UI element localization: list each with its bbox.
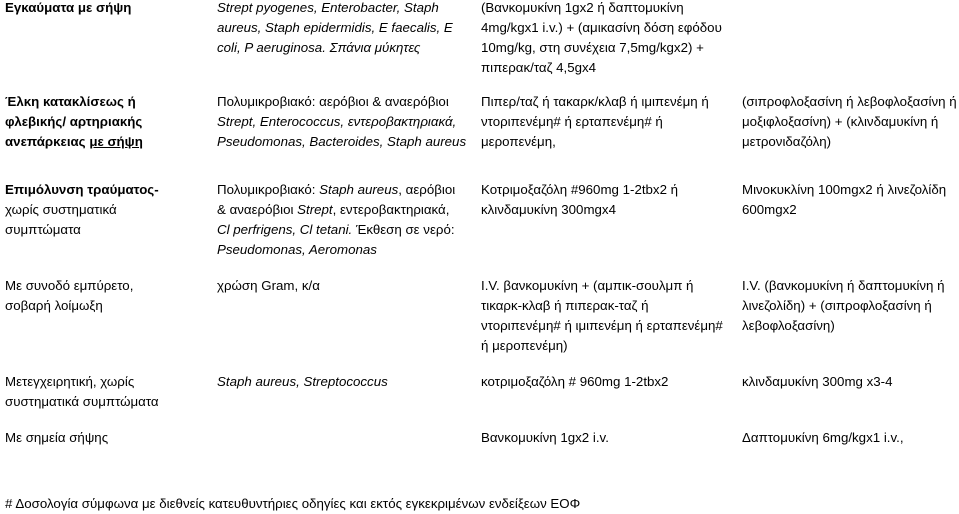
- alternative-cell: [742, 428, 959, 448]
- condition-cell: [5, 180, 205, 240]
- condition-text: Έλκη κατακλίσεως ή: [5, 94, 136, 109]
- treatment-line: Κοτριμοξαζόλη #960mg 1-2tbx2 ή: [481, 182, 679, 197]
- alternative-cell: [742, 180, 959, 220]
- pathogens-text-italic: Strept: [297, 202, 333, 217]
- treatment-line: τικαρκ-κλαβ ή πιπερακ-ταζ ή: [481, 298, 649, 313]
- pathogens-line: Strept, Enterococcus, εντεροβακτηριακά,: [217, 114, 457, 129]
- treatment-line: ντοριπενέμη# ή ερταπενέμη# ή: [481, 114, 663, 129]
- pathogens-line: [217, 200, 467, 220]
- pathogens-line: χρώση Gram, κ/α: [217, 278, 320, 293]
- condition-text-underlined: με σήψη: [89, 134, 143, 149]
- treatment-cell: [481, 428, 739, 448]
- pathogens-text: Πολυμικροβιακό:: [217, 182, 320, 197]
- alternative-line: Μινοκυκλίνη 100mgx2 ή λινεζολίδη: [742, 182, 947, 197]
- alternative-cell: [742, 372, 959, 392]
- pathogens-line: coli, P aeruginosa. Σπάνια μύκητες: [217, 40, 421, 55]
- treatment-cell: [481, 372, 739, 392]
- pathogens-line: Pseudomonas, Aeromonas: [217, 242, 377, 257]
- treatment-line: πιπερακ/ταζ 4,5gx4: [481, 60, 597, 75]
- treatment-line: μεροπενέμη,: [481, 134, 556, 149]
- condition-cell: [5, 276, 205, 316]
- alternative-line: λεβοφλοξασίνη): [742, 318, 835, 333]
- pathogens-text: Έκθεση σε νερό:: [352, 222, 455, 237]
- treatment-line: κοτριμοξαζόλη # 960mg 1-2tbx2: [481, 374, 669, 389]
- alternative-line: I.V. (βανκομυκίνη ή δαπτομυκίνη ή: [742, 278, 945, 293]
- condition-text: Με συνοδό εμπύρετο,: [5, 278, 134, 293]
- treatment-line: (Βανκομυκίνη 1gx2 ή δαπτομυκίνη: [481, 0, 684, 15]
- pathogens-line: Staph aureus, Streptococcus: [217, 374, 388, 389]
- pathogens-cell: [217, 92, 467, 152]
- condition-text: Με σημεία σήψης: [5, 430, 109, 445]
- treatment-line: κλινδαμυκίνη 300mgx4: [481, 202, 616, 217]
- condition-text: σοβαρή λοίμωξη: [5, 298, 103, 313]
- condition-cell: [5, 372, 205, 412]
- pathogens-cell: [217, 276, 467, 296]
- pathogens-line: [217, 180, 467, 200]
- condition-text: Μετεγχειρητική, χωρίς: [5, 374, 135, 389]
- pathogens-line: Pseudomonas, Bacteroides, Staph aureus: [217, 134, 467, 149]
- alternative-line: Δαπτομυκίνη 6mg/kgx1 i.v.,: [742, 430, 904, 445]
- condition-text: Επιμόλυνση τραύματος-: [5, 182, 159, 197]
- pathogens-line: aureus, Staph epidermidis, E faecalis, E: [217, 20, 453, 35]
- condition-text: [5, 132, 205, 152]
- treatment-line: ντοριπενέμη# ή ιμιπενέμη ή ερταπενέμη#: [481, 318, 723, 333]
- condition-text: συστηματικά συμπτώματα: [5, 394, 159, 409]
- treatment-line: Πιπερ/ταζ ή τακαρκ/κλαβ ή ιμιπενέμη ή: [481, 94, 709, 109]
- treatment-line: 10mg/kg, στη συνέχεια 7,5mg/kgx2) +: [481, 40, 704, 55]
- treatment-cell: [481, 0, 739, 78]
- pathogens-cell: [217, 0, 467, 58]
- treatment-cell: [481, 92, 739, 152]
- pathogens-text: , αερόβιοι: [398, 182, 456, 197]
- condition-cell: [5, 92, 205, 152]
- treatment-line: 4mg/kgx1 i.v.) + (αμικασίνη δόση εφόδου: [481, 20, 722, 35]
- alternative-cell: [742, 92, 959, 152]
- condition-cell: [5, 0, 205, 18]
- alternative-line: λινεζολίδη) + (σιπροφλοξασίνη ή: [742, 298, 932, 313]
- alternative-line: (σιπροφλοξασίνη ή λεβοφλοξασίνη ή: [742, 94, 957, 109]
- pathogens-line: Strept pyogenes, Enterobacter, Staph: [217, 0, 439, 15]
- condition-text: φλεβικής/ αρτηριακής: [5, 114, 143, 129]
- footnote: # Δοσολογία σύμφωνα με διεθνείς κατευθυντήριες οδηγίες και εκτός εγκεκριμένων ενδείξεων ΕΟΦ: [5, 496, 581, 511]
- alternative-line: μετρονιδαζόλη): [742, 134, 832, 149]
- pathogens-text-italic: Cl perfrigens, Cl tetani.: [217, 222, 353, 237]
- pathogens-cell: [217, 372, 467, 392]
- treatment-cell: [481, 276, 739, 356]
- treatment-line: ή μεροπενέμη): [481, 338, 568, 353]
- pathogens-line: Πολυμικροβιακό: αερόβιοι & αναερόβιοι: [217, 94, 449, 109]
- alternative-cell: [742, 276, 959, 336]
- alternative-line: 600mgx2: [742, 202, 797, 217]
- pathogens-line: [217, 220, 467, 240]
- treatment-line: Βανκομυκίνη 1gx2 i.v.: [481, 430, 609, 445]
- pathogens-cell: [217, 180, 467, 260]
- treatment-cell: [481, 180, 739, 220]
- pathogens-text: & αναερόβιοι: [217, 202, 298, 217]
- condition-cell: [5, 428, 205, 448]
- condition-text: χωρίς συστηματικά: [5, 202, 117, 217]
- alternative-line: κλινδαμυκίνη 300mg x3-4: [742, 374, 893, 389]
- condition-text: Εγκαύματα με σήψη: [5, 0, 132, 15]
- condition-text-part: ανεπάρκειας: [5, 134, 86, 149]
- alternative-line: μοξιφλοξασίνη) + (κλινδαμυκίνη ή: [742, 114, 939, 129]
- pathogens-text-italic: Staph aureus: [319, 182, 399, 197]
- pathogens-text: , εντεροβακτηριακά,: [332, 202, 450, 217]
- condition-text: συμπτώματα: [5, 222, 81, 237]
- treatment-line: I.V. βανκομυκίνη + (αμπικ-σουλμπ ή: [481, 278, 694, 293]
